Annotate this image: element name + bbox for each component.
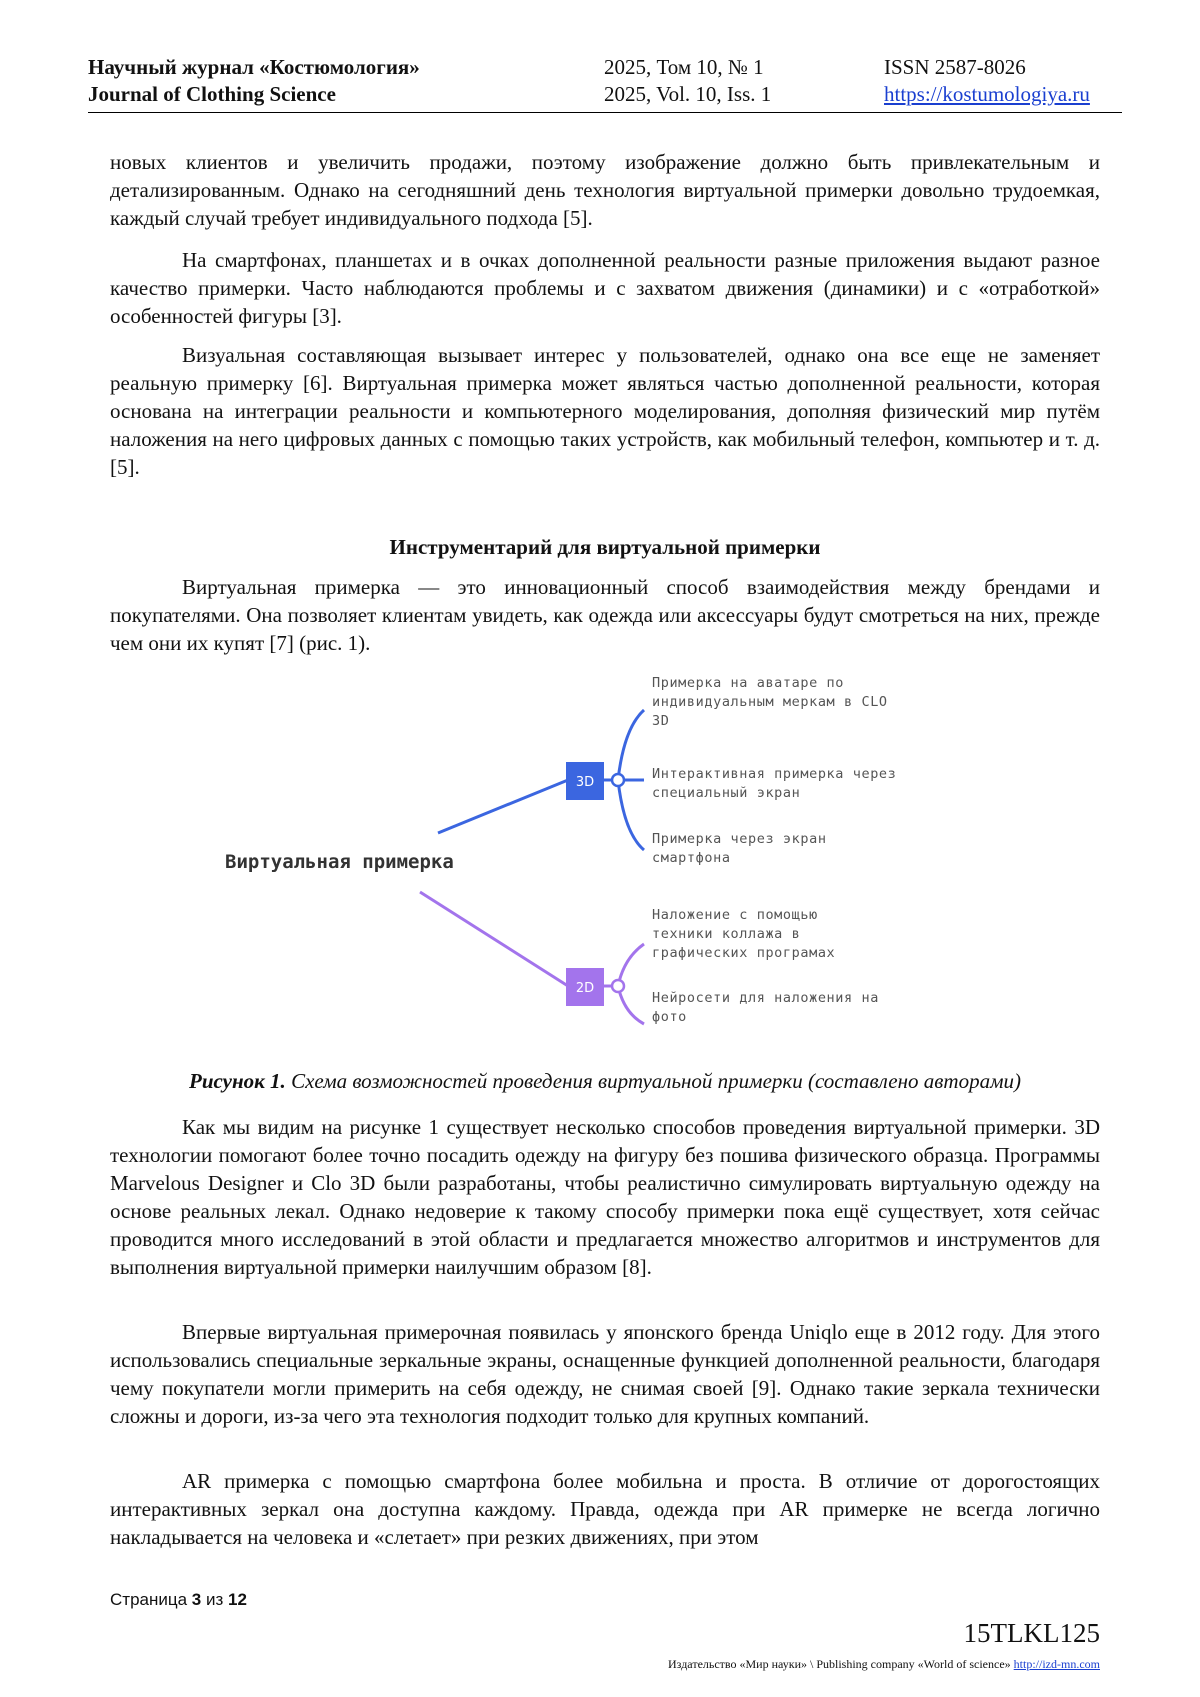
paragraph-3: Визуальная составляющая вызывает интерес у пользователей, однако она все еще не заменяет реальную примерку [6]. Виртуальная примерка может являться частью дополненной реальности, которая основана на интеграции реальности и компьютерного моделирования, дополняя физический мир путём наложения на него цифровых данных с помощью таких устройств, как мобильный телефон, компьютер и т. д. [5]. xyxy=(110,343,1100,479)
figure-caption-label: Рисунок 1. xyxy=(189,1069,286,1093)
article-code: 15TLKL125 xyxy=(963,1618,1100,1648)
issue-en: 2025, Vol. 10, Iss. 1 xyxy=(604,82,772,106)
paragraph-1: новых клиентов и увеличить продажи, поэтому изображение должно быть привлекательным и детализированным. Однако на сегодняшний день технология виртуальной примерки довольно трудоемкая, каждый случай требует индивидуального подхода [5]. xyxy=(110,150,1100,230)
issue-block xyxy=(604,54,771,108)
journal-title-block xyxy=(88,54,420,108)
paragraph-6: Впервые виртуальная примерочная появилась у японского бренда Uniqlo еще в 2012 году. Для этого использовались специальные зеркальные экраны, оснащенные функцией дополненной реальности, благодаря чему покупатели могли примерить на себя одежду, не снимая своей [9]. Однако такие зеркала технически сложны и дороги, из-за чего эта технология подходит только для крупных компаний. xyxy=(110,1320,1100,1428)
node-3d-label: 3D xyxy=(575,775,595,790)
leaf-2d-1: Наложение с помощью техники коллажа в графических програмах xyxy=(652,907,836,961)
leaf-2d-2: Нейросети для наложения на фото xyxy=(652,990,879,1025)
journal-title-en: Journal of Clothing Science xyxy=(88,82,336,106)
node-2d-expand-circle xyxy=(612,980,624,992)
leaf-3d-3: Примерка через экран смартфона xyxy=(652,831,827,866)
branch-3d-leaf-3-line xyxy=(618,780,644,850)
figure-caption xyxy=(110,1069,1100,1094)
section-heading: Инструментарий для виртуальной примерки xyxy=(389,535,821,559)
root-label: Виртуальная примерка xyxy=(225,851,454,873)
node-2d-label: 2D xyxy=(575,981,595,996)
branch-3d-line xyxy=(438,780,568,833)
issn: ISSN 2587-8026 xyxy=(884,55,1026,79)
node-3d-expand-circle xyxy=(612,774,624,786)
paragraph-2: На смартфонах, планшетах и в очках дополненной реальности разные приложения выдают разное качество примерки. Часто наблюдаются проблемы и с захватом движения (динамики) и с «отработкой» особенностей фигуры [3]. xyxy=(110,248,1100,328)
journal-title-ru: Научный журнал «Костюмология» xyxy=(88,55,420,79)
publisher-line: Издательство «Мир науки» \ Publishing company «World of science» http://izd-mn.com xyxy=(668,1657,1100,1671)
journal-header xyxy=(88,54,1122,113)
leaf-3d-2: Интерактивная примерка через специальный экран xyxy=(652,766,897,801)
page-number: Страница 3 из 12 xyxy=(110,1590,247,1609)
paragraph-7: AR примерка с помощью смартфона более мобильна и проста. В отличие от дорогостоящих интерактивных зеркал она доступна каждому. Правда, одежда при AR примерке не всегда логично накладывается на человека и «слетает» при резких движениях, при этом xyxy=(110,1469,1100,1549)
virtual-fitting-diagram xyxy=(220,668,960,1068)
branch-2d-line xyxy=(420,892,568,986)
paragraph-5: Как мы видим на рисунке 1 существует несколько способов проведения виртуальной примерки. 3D технологии помогают более точно посадить одежду на фигуру без пошива физического образца. Программы Marvelous Designer и Clo 3D были разработаны, чтобы реалистично симулировать виртуальную одежду на основе реальных лекал. Однако недоверие к такому способу примерки пока ещё существует, хотя сейчас проводится много исследований в этой области и предлагается множество алгоритмов и инструментов для выполнения виртуальной примерки наилучшим образом [8]. xyxy=(110,1115,1100,1279)
figure-caption-text: Схема возможностей проведения виртуальной примерки (составлено авторами) xyxy=(285,1069,1021,1093)
issn-block xyxy=(884,54,1090,108)
paragraph-4: Виртуальная примерка — это инновационный способ взаимодействия между брендами и покупателями. Она позволяет клиентам увидеть, как одежда или аксессуары будут смотреться на них, прежде чем они их купят [7] (рис. 1). xyxy=(110,575,1100,655)
publisher-link[interactable]: http://izd-mn.com xyxy=(1013,1657,1100,1671)
leaf-3d-1: Примерка на аватаре по индивидуальным меркам в CLO 3D xyxy=(652,675,888,729)
branch-3d-leaf-1-line xyxy=(618,710,644,780)
journal-url-link[interactable]: https://kostumologiya.ru xyxy=(884,82,1090,106)
issue-ru: 2025, Том 10, № 1 xyxy=(604,55,764,79)
branch-2d-leaf-1-line xyxy=(618,944,644,986)
